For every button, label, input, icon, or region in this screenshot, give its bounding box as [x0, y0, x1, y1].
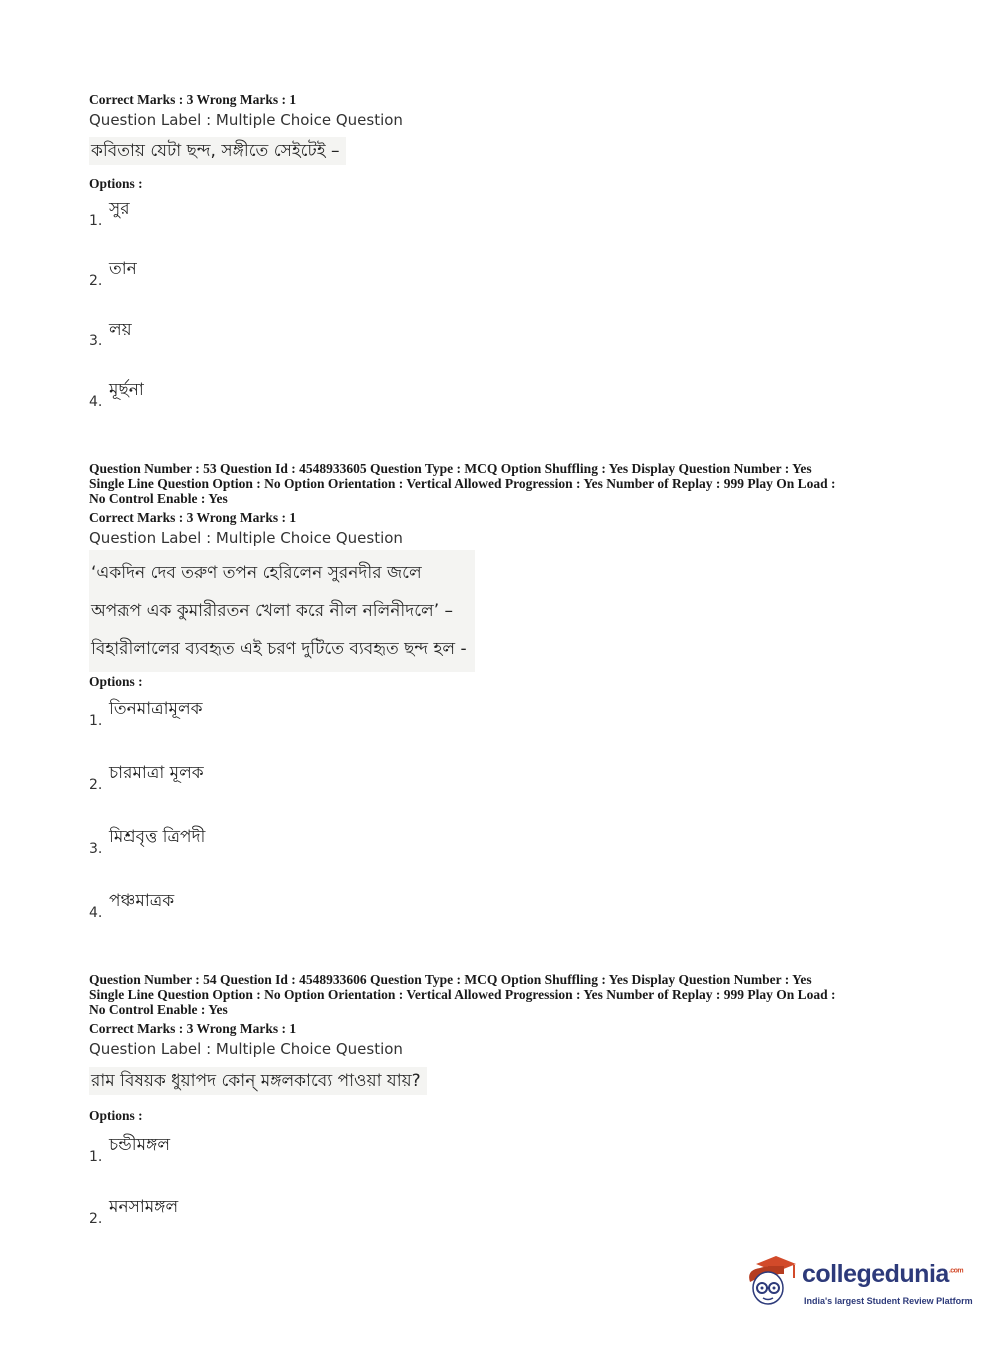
option-text: লয়: [109, 320, 132, 340]
option-number: 1.: [89, 713, 103, 729]
q53-meta-line-1: Question Number : 53 Question Id : 4548933605 Question Type : MCQ Option Shuffling : Yes Display Question Number : Yes: [89, 461, 812, 476]
collegedunia-logo: [742, 1252, 972, 1314]
q53-question-line-2: অপরূপ এক কুমারীরতন খেলা করে নীল নলিনীদলে’ –: [91, 601, 453, 621]
option-number: 2.: [89, 1211, 103, 1227]
option-text: তিনমাত্রামূলক: [109, 699, 203, 719]
q54-meta-line-3: No Control Enable : Yes: [89, 1002, 228, 1017]
q53-question-text-image: [89, 550, 919, 672]
q54-question-text-image: [89, 1067, 919, 1095]
q52-question-text: কবিতায় যেটা ছন্দ, সঙ্গীতে সেইটেই –: [89, 137, 346, 165]
q52-marks: Correct Marks : 3 Wrong Marks : 1: [89, 92, 297, 107]
q54-meta-line-2: Single Line Question Option : No Option Orientation : Vertical Allowed Progression : Yes Number of Replay : 999 Play On Load :: [89, 987, 836, 1002]
q54-question-text: রাম বিষয়ক ধুয়াপদ কোন্ মঙ্গলকাব্যে পাওয়া যায়?: [89, 1067, 427, 1095]
q53-marks: Correct Marks : 3 Wrong Marks : 1: [89, 510, 297, 525]
option-text: পঞ্চমাত্রক: [109, 891, 175, 911]
logo-tagline: India's largest Student Review Platform: [804, 1296, 973, 1306]
logo-name: collegedunia: [802, 1260, 949, 1288]
q52-options-heading: Options :: [89, 176, 143, 191]
q54-meta-line-1: Question Number : 54 Question Id : 4548933606 Question Type : MCQ Option Shuffling : Yes Display Question Number : Yes: [89, 972, 812, 987]
q53-options-heading: Options :: [89, 674, 143, 689]
option-text: তান: [109, 259, 137, 279]
option-number: 4.: [89, 394, 103, 410]
q52-question-text-image: [89, 137, 919, 165]
option-number: 4.: [89, 905, 103, 921]
q53-metadata: [89, 461, 919, 506]
q53-question-line-1: ‘একদিন দেব তরুণ তপন হেরিলেন সুরনদীর জলে: [91, 563, 422, 583]
option-number: 2.: [89, 777, 103, 793]
q54-marks: Correct Marks : 3 Wrong Marks : 1: [89, 1021, 297, 1036]
q53-meta-line-3: No Control Enable : Yes: [89, 491, 228, 506]
option-text: মনসামঙ্গল: [109, 1197, 179, 1217]
q53-question-label: Question Label : Multiple Choice Question: [89, 529, 403, 547]
q54-metadata: [89, 972, 919, 1017]
option-text: চারমাত্রা মূলক: [109, 763, 204, 783]
option-text: চন্ডীমঙ্গল: [109, 1135, 170, 1155]
option-number: 1.: [89, 1149, 103, 1165]
option-number: 2.: [89, 273, 103, 289]
option-text: মিশ্রবৃত্ত ত্রিপদী: [109, 827, 206, 847]
q53-meta-line-2: Single Line Question Option : No Option Orientation : Vertical Allowed Progression : Yes Number of Replay : 999 Play On Load :: [89, 476, 836, 491]
option-text: মূর্ছনা: [109, 380, 144, 400]
logo-wordmark: [802, 1260, 963, 1289]
q52-question-label: Question Label : Multiple Choice Question: [89, 111, 403, 129]
q53-question-line-3: বিহারীলালের ব্যবহৃত এই চরণ দুটিতে ব্যবহৃত ছন্দ হল -: [91, 639, 467, 659]
option-number: 1.: [89, 213, 103, 229]
q54-options-heading: Options :: [89, 1108, 143, 1123]
q54-question-label: Question Label : Multiple Choice Question: [89, 1040, 403, 1058]
q53-question-text: [89, 550, 475, 672]
option-number: 3.: [89, 333, 103, 349]
mascot-icon: [742, 1252, 800, 1310]
logo-suffix: .com: [948, 1267, 964, 1275]
option-text: সুর: [109, 199, 130, 219]
option-number: 3.: [89, 841, 103, 857]
